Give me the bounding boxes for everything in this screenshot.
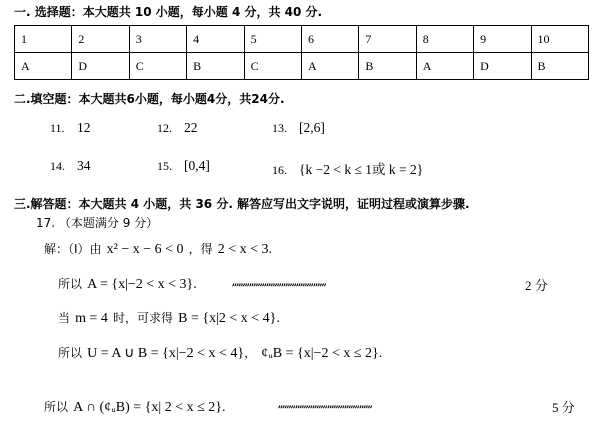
fill-item-15 [157,158,210,174]
table-cell: B [531,53,588,80]
line-text: 解：（Ⅰ）由 [44,242,102,256]
fill-answer: {k −2 < k ≤ 1或 k = 2} [299,162,424,177]
fill-number: 16. [272,163,287,177]
answer-table-answers-row [15,53,589,80]
fill-answer: 22 [184,120,198,135]
table-cell: 1 [15,26,72,53]
fill-number: 11. [50,121,65,135]
solution-line-3 [58,307,280,327]
line-text: . [193,277,197,292]
table-cell: A [301,53,358,80]
fill-item-16 [272,158,423,178]
table-cell: 10 [531,26,588,53]
answer-table [14,25,589,80]
fill-number: 12. [157,121,172,135]
table-cell: C [244,53,301,80]
line-text: . [268,242,273,257]
math-expression: A ∩ (ȼᵤB) = {x| 2 < x ≤ 2} [73,400,223,415]
fill-item-11 [50,120,91,136]
table-cell: B [187,53,244,80]
fill-number: 13. [272,121,287,135]
table-cell: 5 [244,26,301,53]
math-expression: x² − x − 6 < 0 [106,242,184,257]
fill-answer: 12 [77,120,91,135]
fill-answer: [2,6] [299,120,325,135]
table-cell: A [15,53,72,80]
line-text: 所以 [58,277,83,291]
math-expression: B = {x|2 < x < 4} [178,311,277,326]
table-cell: 9 [474,26,531,53]
solution-line-4 [58,342,382,362]
line-text: 所以 [44,400,69,414]
fill-answer: 34 [77,158,91,173]
table-cell: 2 [72,26,129,53]
section2-title: 二.填空题：本大题共6小题，每小题4分，共24分. [14,92,285,106]
fill-number: 14. [50,159,65,173]
math-expression: A = {x|−2 < x < 3} [87,277,194,292]
solution-line-1 [44,238,272,258]
section3-title: 三.解答题：本大题共 4 小题，共 36 分. 解答应写出文字说明，证明过程或演算步骤. [14,197,470,211]
table-cell: 4 [187,26,244,53]
line-text: . [222,400,226,415]
fill-item-14 [50,158,91,174]
table-cell: B [359,53,416,80]
table-cell: 8 [416,26,473,53]
section1-title: 一. 选择题：本大题共 10 小题，每小题 4 分，共 40 分. [14,5,323,19]
fill-item-12 [157,120,198,136]
table-cell: 7 [359,26,416,53]
table-cell: D [72,53,129,80]
dot-leader: ,,,,,,,,,,,,,,,,,,,,,,,,,,,,,,,,,,,,,,,,,,,, [232,278,326,288]
dot-leader: ,,,,,,,,,,,,,,,,,,,,,,,,,,,,,,,,,,,,,,,,,,,, [278,400,372,410]
line-text: ， [244,346,257,360]
fill-number: 15. [157,159,172,173]
score-label: 5 分 [552,400,575,415]
table-cell: D [474,53,531,80]
line-text: . [378,346,383,361]
answer-table-numbers-row [15,26,589,53]
fill-answer: [0,4] [184,158,210,173]
line-text: 时，可求得 [113,311,174,325]
line-text: ，得 [188,242,213,256]
score-label: 2 分 [525,278,548,293]
line-text: 当 [58,311,71,325]
fill-item-13 [272,120,325,136]
q17-header: 17. （本题满分 9 分） [36,216,159,230]
math-expression: 2 < x < 3 [217,242,269,257]
table-cell: A [416,53,473,80]
line-text: 所以 [58,346,83,360]
math-expression: U = A ∪ B = {x|−2 < x < 4} [87,346,245,361]
math-expression: m = 4 [75,311,108,326]
solution-line-5 [44,396,226,416]
line-text: . [276,311,280,326]
table-cell: C [129,53,186,80]
table-cell: 3 [129,26,186,53]
math-expression: ȼᵤB = {x|−2 < x ≤ 2} [261,346,379,361]
solution-line-2 [58,273,197,293]
table-cell: 6 [301,26,358,53]
